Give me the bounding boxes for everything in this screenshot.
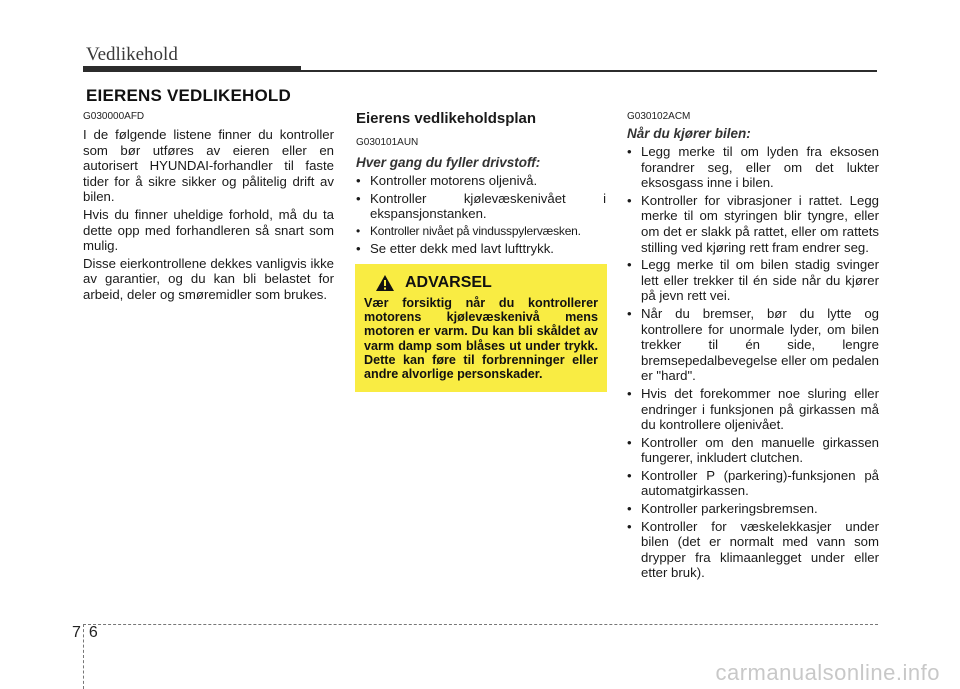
page-number: 76 [72, 624, 106, 641]
refuel-subheading: Hver gang du fyller drivstoff: [356, 155, 541, 170]
list-item: • Kontroller nivået på vindusspylervæsken. [356, 224, 606, 240]
driving-checklist [627, 144, 879, 581]
warning-box [355, 264, 607, 392]
intro-paragraph: Hvis du finner uheldige forhold, må du ta dette opp med forhandleren så snart som mulig. [83, 206, 334, 254]
warning-text: Vær forsiktig når du kontrollerer motorens kjølevæskenivå mens motoren er varm. Du kan bli skåldet av varm damp som blåses ut under trykk. Dette kan føre til forbrenninger eller andre alvorlige personskader. [364, 296, 598, 382]
header-title: Vedlikehold [86, 44, 178, 65]
maintenance-plan-heading: Eierens vedlikeholdsplan [356, 110, 537, 127]
list-item: • Legg merke til om bilen stadig svinger lett eller trekker til én side når du kjører på jevn rett vei. [627, 257, 879, 304]
intro-paragraph: I de følgende listene finner du kontroller som bør utføres av eieren eller en autorisert HYUNDAI-forhandler til faste tider for å sikre sikker og pålitelig drift av bilen. [83, 127, 334, 205]
header-bar [83, 66, 301, 72]
list-item: • Kontroller motorens oljenivå. [356, 173, 606, 189]
header-rule [301, 70, 877, 72]
list-item: • Se etter dekk med lavt lufttrykk. [356, 241, 606, 257]
list-item: • Legg merke til om lyden fra eksosen forandrer seg, eller om det lukter eksosgass inne i bilen. [627, 144, 879, 191]
column-2 [356, 110, 606, 259]
list-item: • Kontroller for væskelekkasjer under bilen (det er normalt med vann som drypper fra klimaanlegget under eller etter bruk). [627, 519, 879, 581]
warning-triangle-icon [375, 274, 395, 292]
footer-divider [83, 624, 878, 625]
watermark: carmanualsonline.info [715, 660, 940, 685]
list-item: • Kontroller P (parkering)-funksjonen på automatgirkassen. [627, 468, 879, 499]
list-item: • Kontroller kjølevæskenivået i ekspansjonstanken. [356, 191, 606, 222]
list-item: • Kontroller for vibrasjoner i rattet. Legg merke til om styringen blir tyngre, eller om det er slakk på rattet, eller om rattets stilling ved kjøring rett fram endrer seg. [627, 193, 879, 255]
intro-paragraph: Disse eierkontrollene dekkes vanligvis ikke av garantier, og du kan bli belastet for arbeid, deler og smøremidler som brukes. [83, 255, 334, 302]
warning-title: ADVARSEL [405, 274, 492, 291]
driving-subheading: Når du kjører bilen: [627, 126, 751, 141]
column-1 [83, 110, 334, 303]
column-1-code: G030000AFD [83, 111, 145, 122]
column-3-code: G030102ACM [627, 111, 691, 122]
list-item: • Kontroller om den manuelle girkassen fungerer, inkludert clutchen. [627, 435, 879, 466]
list-item: • Hvis det forekommer noe sluring eller endringer i funksjonen på girkassen må du kontrollere oljenivået. [627, 386, 879, 433]
warning-header [375, 274, 492, 292]
list-item: • Når du bremser, bør du lytte og kontrollere for unormale lyder, om bilen trekker til én side, lengre bremsepedalbevegelse eller om pedalen er "hard". [627, 306, 879, 384]
list-item: • Kontroller parkeringsbremsen. [627, 501, 879, 517]
refuel-checklist [356, 173, 606, 257]
section-title: EIERENS VEDLIKEHOLD [86, 86, 291, 105]
column-2-code: G030101AUN [356, 137, 419, 148]
column-3 [627, 110, 879, 583]
